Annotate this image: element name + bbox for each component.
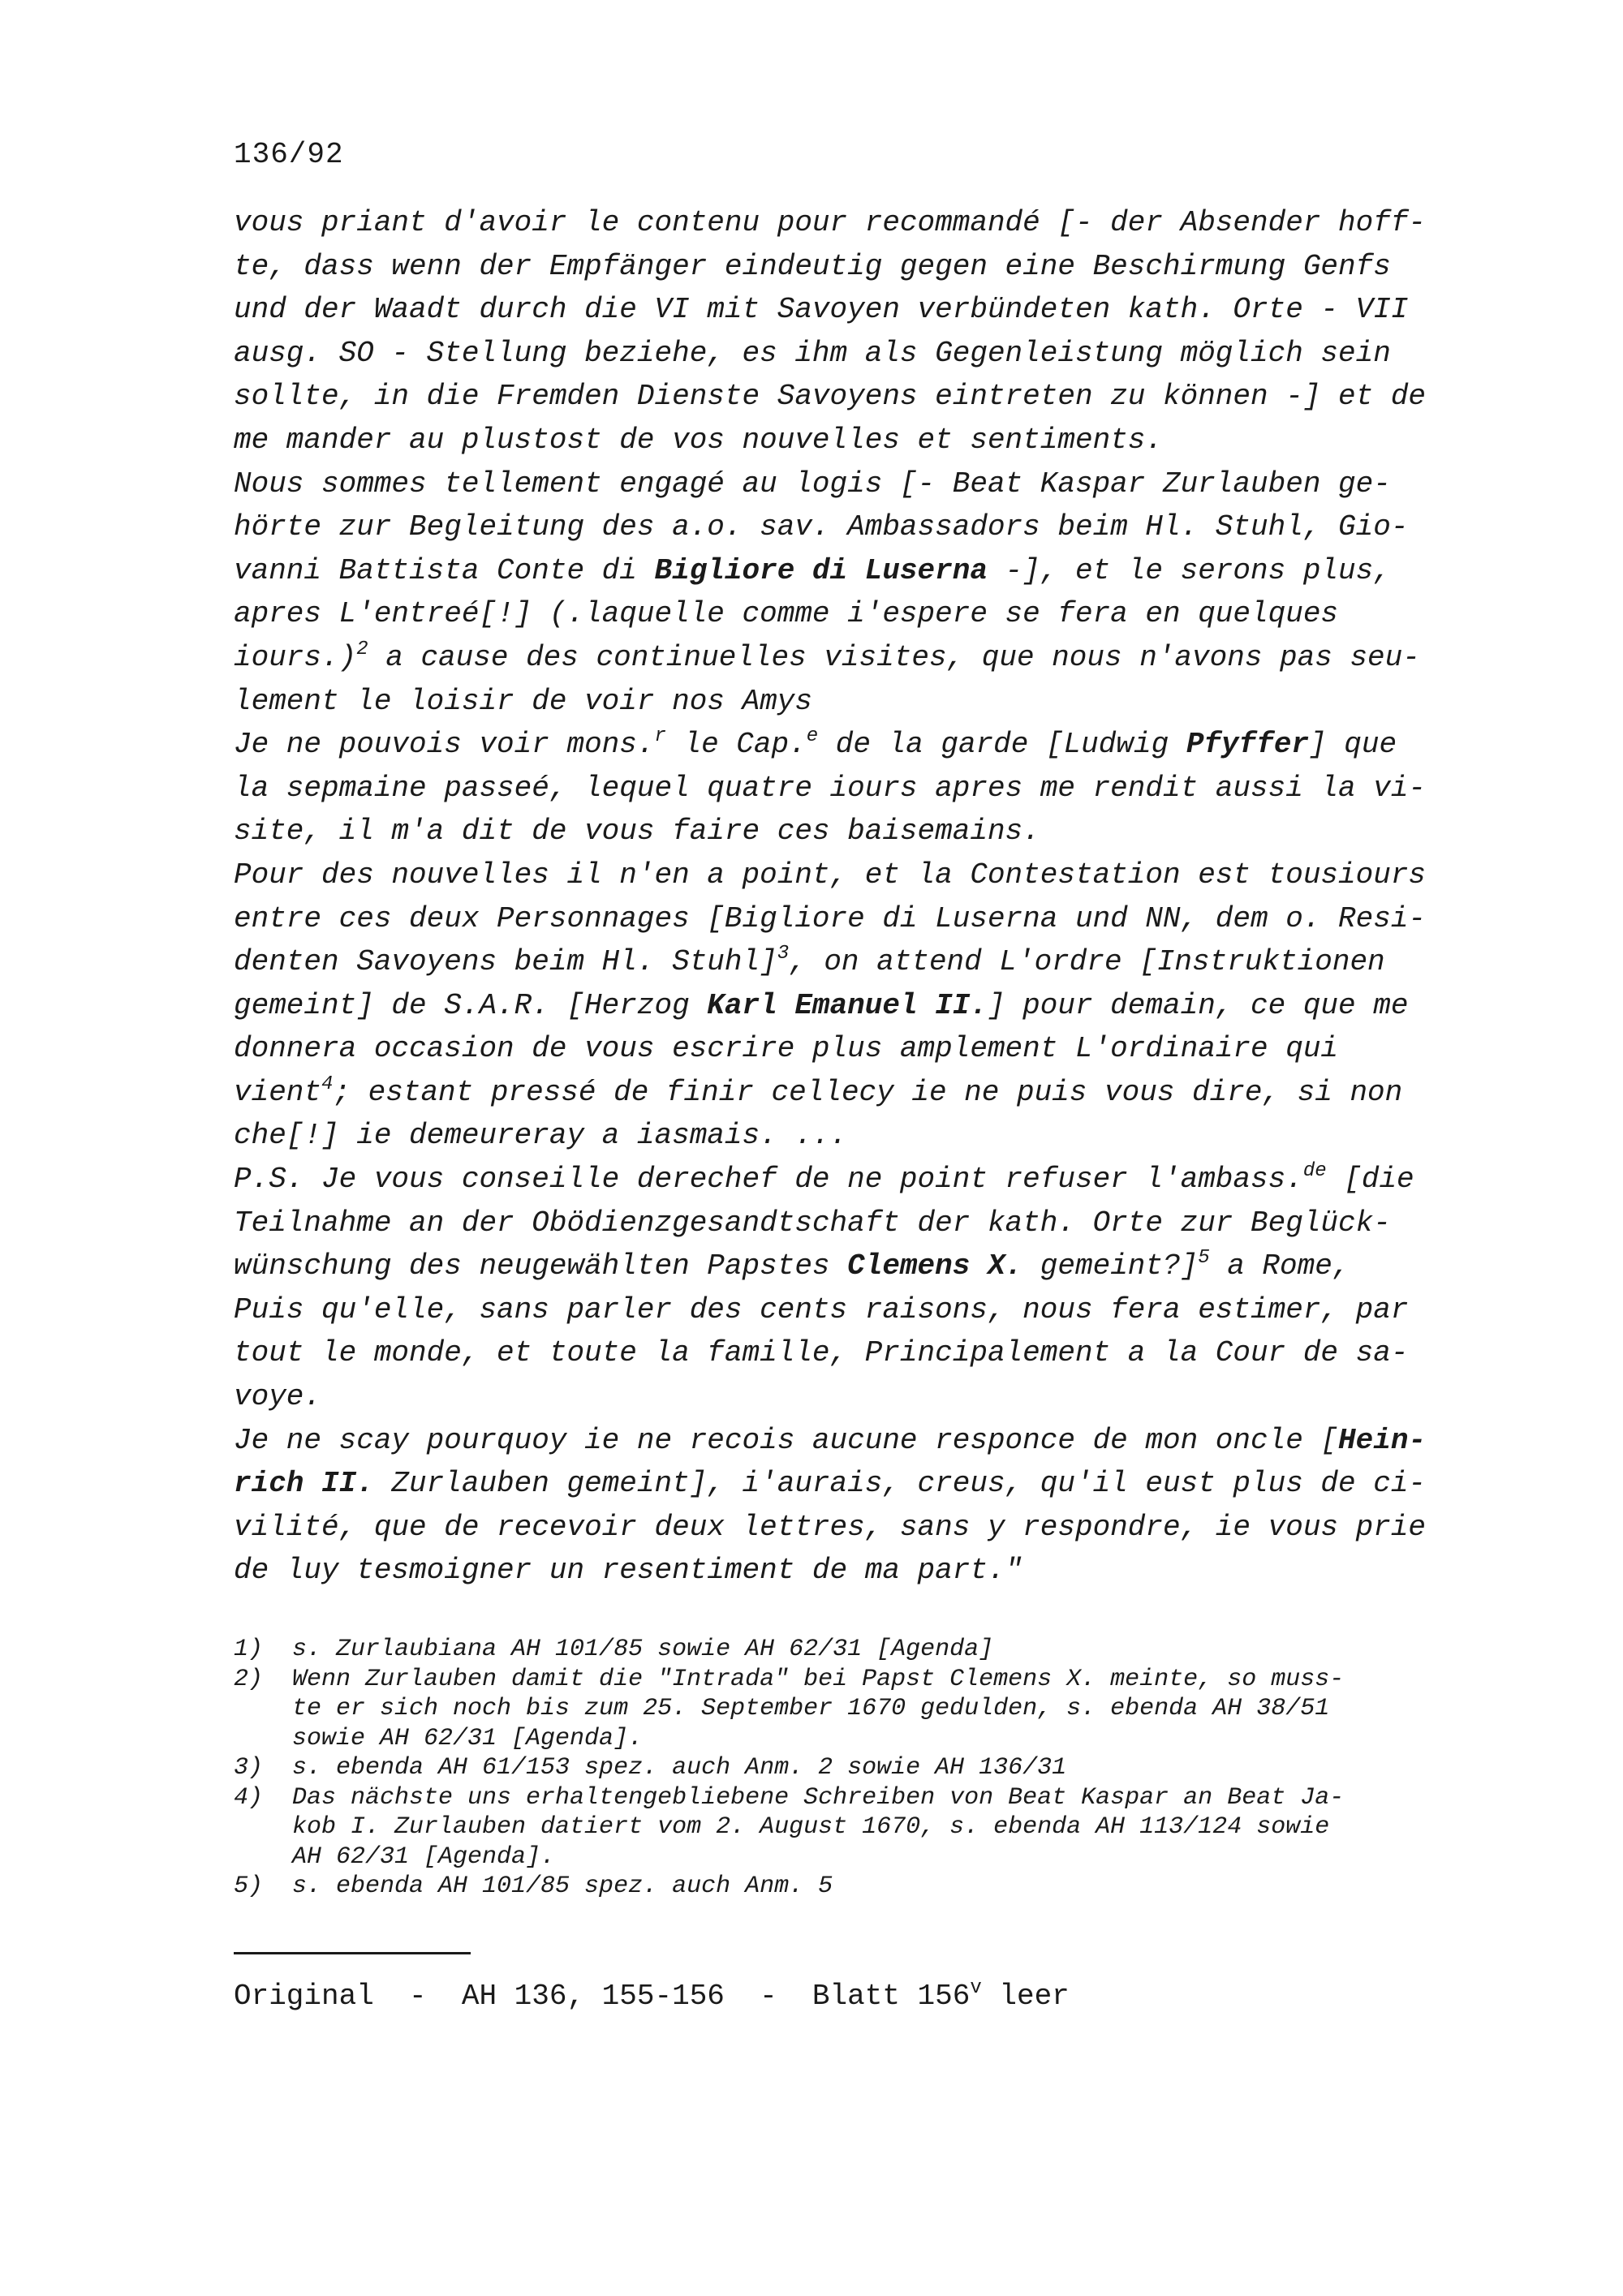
text-segment: Puis qu'elle, sans parler des cents raisons, nous fera estimer, par (234, 1292, 1409, 1326)
text-segment: a Rome, (1209, 1249, 1350, 1283)
footnote-text (292, 1783, 1500, 1872)
footnote-line: te er sich noch bis zum 25. September 1670 gedulden, s. ebenda AH 38/51 (292, 1695, 1330, 1722)
text-segment: Zurlauben gemeint], i'aurais, creus, qu'il eust plus de ci- (373, 1467, 1427, 1501)
text-segment: te, dass wenn der Empfänger eindeutig gegen eine Beschirmung Genfs (234, 249, 1391, 283)
text-line (234, 201, 1500, 245)
footnote-line: Wenn Zurlauben damit die "Intrada" bei Papst Clemens X. meinte, so muss- (292, 1665, 1345, 1693)
footnote-line: AH 62/31 [Agenda]. (292, 1842, 556, 1871)
text-line (234, 1288, 1500, 1332)
text-line (234, 1419, 1500, 1463)
footer-rule (234, 1952, 471, 1954)
footnote (234, 1635, 1500, 1665)
text-segment: ; estant pressé de finir cellecy ie ne puis vous dire, si non (333, 1075, 1403, 1109)
text-segment: [die (1326, 1163, 1414, 1197)
emphasized-name: Hein- (1338, 1423, 1427, 1457)
text-segment: iours.) (234, 640, 357, 674)
text-segment: a cause des continuelles visites, que nous n'avons pas seu- (368, 640, 1420, 674)
text-line (234, 810, 1500, 853)
text-segment: Nous sommes tellement engagé au logis [- Beat Kaspar Zurlauben ge- (234, 467, 1391, 501)
text-segment: apres L'entreé[!] (.laquelle comme i'espere se fera en quelques (234, 597, 1339, 631)
letter-body (234, 201, 1500, 1593)
text-segment: che[!] ie demeureray a iasmais. ... (234, 1119, 848, 1153)
footnote-number: 1) (234, 1636, 264, 1663)
text-line (234, 1331, 1500, 1375)
text-segment: Je ne scay pourquoy ie ne recois aucune responce de mon oncle [ (234, 1423, 1339, 1457)
text-line (234, 897, 1500, 941)
footnote (234, 1665, 1500, 1754)
text-segment: Teilnahme an der Obödienzgesandtschaft der kath. Orte zur Beglück- (234, 1206, 1391, 1240)
footnote-ref: r (654, 725, 666, 748)
text-line (234, 723, 1500, 767)
text-line (234, 853, 1500, 897)
text-segment: sollte, in die Fremden Dienste Savoyens eintreten zu können -] et de (234, 380, 1427, 414)
text-line (234, 1375, 1500, 1419)
text-line (234, 375, 1500, 419)
footnote-ref: 2 (356, 638, 368, 660)
footnote-text (292, 1753, 1500, 1783)
footnote-ref: 5 (1198, 1247, 1210, 1270)
text-segment: Je ne pouvois voir mons. (234, 728, 655, 762)
text-line (234, 1071, 1500, 1115)
emphasized-name: Karl Emanuel II. (707, 988, 988, 1022)
footnote (234, 1753, 1500, 1783)
text-segment: le Cap. (665, 728, 807, 762)
emphasized-name: Pfyffer (1186, 728, 1310, 762)
text-segment: -], et le serons plus, (987, 553, 1391, 587)
text-segment: hörte zur Begleitung des a.o. sav. Ambassadors beim Hl. Stuhl, Gio- (234, 510, 1409, 544)
text-segment: P.S. Je vous conseille derechef de ne point refuser l'ambass. (234, 1163, 1303, 1197)
footnote-ref: de (1302, 1160, 1327, 1183)
footnote-line: s. ebenda AH 61/153 spez. auch Anm. 2 sowie AH 136/31 (292, 1754, 1067, 1782)
footnotes (234, 1635, 1500, 1902)
text-segment: ausg. SO - Stellung beziehe, es ihm als Gegenleistung möglich sein (234, 336, 1391, 370)
footnote-number: 2) (234, 1665, 264, 1693)
text-line (234, 549, 1500, 593)
text-segment: Pour des nouvelles il n'en a point, et la Contestation est tousiours (234, 858, 1427, 892)
footer-source-note (234, 1977, 1070, 2013)
footnote-text (292, 1665, 1500, 1754)
text-line (234, 767, 1500, 810)
text-segment: lement le loisir de voir nos Amys (234, 684, 812, 718)
text-segment: gemeint?] (1022, 1249, 1199, 1283)
text-line (234, 1549, 1500, 1593)
text-segment: ] que (1309, 728, 1397, 762)
footnote-line: s. Zurlaubiana AH 101/85 sowie AH 62/31 [Agenda] (292, 1636, 994, 1663)
emphasized-name: rich II. (234, 1467, 374, 1501)
text-segment: gemeint] de S.A.R. [Herzog (234, 988, 708, 1022)
footer-prefix: Original - AH 136, 155-156 - Blatt 156 (234, 1980, 971, 2013)
text-line (234, 984, 1500, 1028)
footnote-number: 3) (234, 1754, 264, 1782)
text-segment: site, il m'a dit de vous faire ces baisemains. (234, 815, 1040, 849)
text-segment: de luy tesmoigner un resentiment de ma part." (234, 1554, 1023, 1588)
text-segment: vilité, que de recevoir deux lettres, sans y respondre, ie vous prie (234, 1510, 1427, 1544)
text-segment: und der Waadt durch die VI mit Savoyen verbündeten kath. Orte - VII (234, 293, 1409, 327)
text-segment: donnera occasion de vous escrire plus amplement L'ordinaire qui (234, 1032, 1339, 1066)
footer-verso-sup: v (970, 1977, 982, 1999)
text-segment: , on attend L'ordre [Instruktionen (789, 945, 1385, 979)
text-line (234, 505, 1500, 549)
footnote-text (292, 1872, 1500, 1902)
footnote-line: sowie AH 62/31 [Agenda]. (292, 1724, 644, 1752)
text-line (234, 245, 1500, 289)
text-line (234, 636, 1500, 680)
footnote-line: s. ebenda AH 101/85 spez. auch Anm. 5 (292, 1872, 833, 1900)
page-number: 136/92 (234, 138, 344, 171)
text-line (234, 592, 1500, 636)
text-line (234, 1506, 1500, 1550)
text-segment: tout le monde, et toute la famille, Principalement a la Cour de sa- (234, 1336, 1409, 1370)
text-line (234, 1027, 1500, 1071)
footnote-ref: 4 (321, 1073, 334, 1095)
text-segment: vous priant d'avoir le contenu pour recommandé [- der Absender hoff- (234, 206, 1427, 239)
text-segment: entre ces deux Personnages [Bigliore di Luserna und NN, dem o. Resi- (234, 901, 1427, 935)
text-line (234, 1462, 1500, 1506)
footnote (234, 1872, 1500, 1902)
text-line (234, 1114, 1500, 1158)
footnote (234, 1783, 1500, 1872)
emphasized-name: Bigliore di Luserna (654, 553, 988, 587)
footnote-ref: 3 (777, 943, 790, 965)
text-segment: vanni Battista Conte di (234, 553, 655, 587)
text-segment: denten Savoyens beim Hl. Stuhl] (234, 945, 777, 979)
footnote-number: 5) (234, 1872, 264, 1900)
text-segment: wünschung des neugewählten Papstes (234, 1249, 848, 1283)
footnote-number: 4) (234, 1783, 264, 1812)
footer-suffix: leer (981, 1980, 1070, 2013)
text-line (234, 1202, 1500, 1245)
text-segment: ] pour demain, ce que me (987, 988, 1409, 1022)
text-segment: me mander au plustost de vos nouvelles et sentiments. (234, 423, 1163, 457)
footnote-ref: e (806, 725, 819, 748)
text-segment: vient (234, 1075, 322, 1109)
footnote-line: kob I. Zurlauben datiert vom 2. August 1670, s. ebenda AH 113/124 sowie (292, 1813, 1330, 1841)
footnote-text (292, 1635, 1500, 1665)
text-line (234, 332, 1500, 376)
text-line (234, 680, 1500, 724)
text-line (234, 462, 1500, 506)
text-line (234, 1245, 1500, 1288)
text-line (234, 419, 1500, 462)
emphasized-name: Clemens X. (847, 1249, 1023, 1283)
text-segment: la sepmaine passeé, lequel quatre iours apres me rendit aussi la vi- (234, 771, 1427, 805)
text-line (234, 940, 1500, 984)
text-line (234, 1158, 1500, 1202)
text-line (234, 288, 1500, 332)
text-segment: de la garde [Ludwig (818, 728, 1186, 762)
text-segment: voye. (234, 1380, 322, 1414)
footnote-line: Das nächste uns erhaltengebliebene Schreiben von Beat Kaspar an Beat Ja- (292, 1783, 1345, 1812)
